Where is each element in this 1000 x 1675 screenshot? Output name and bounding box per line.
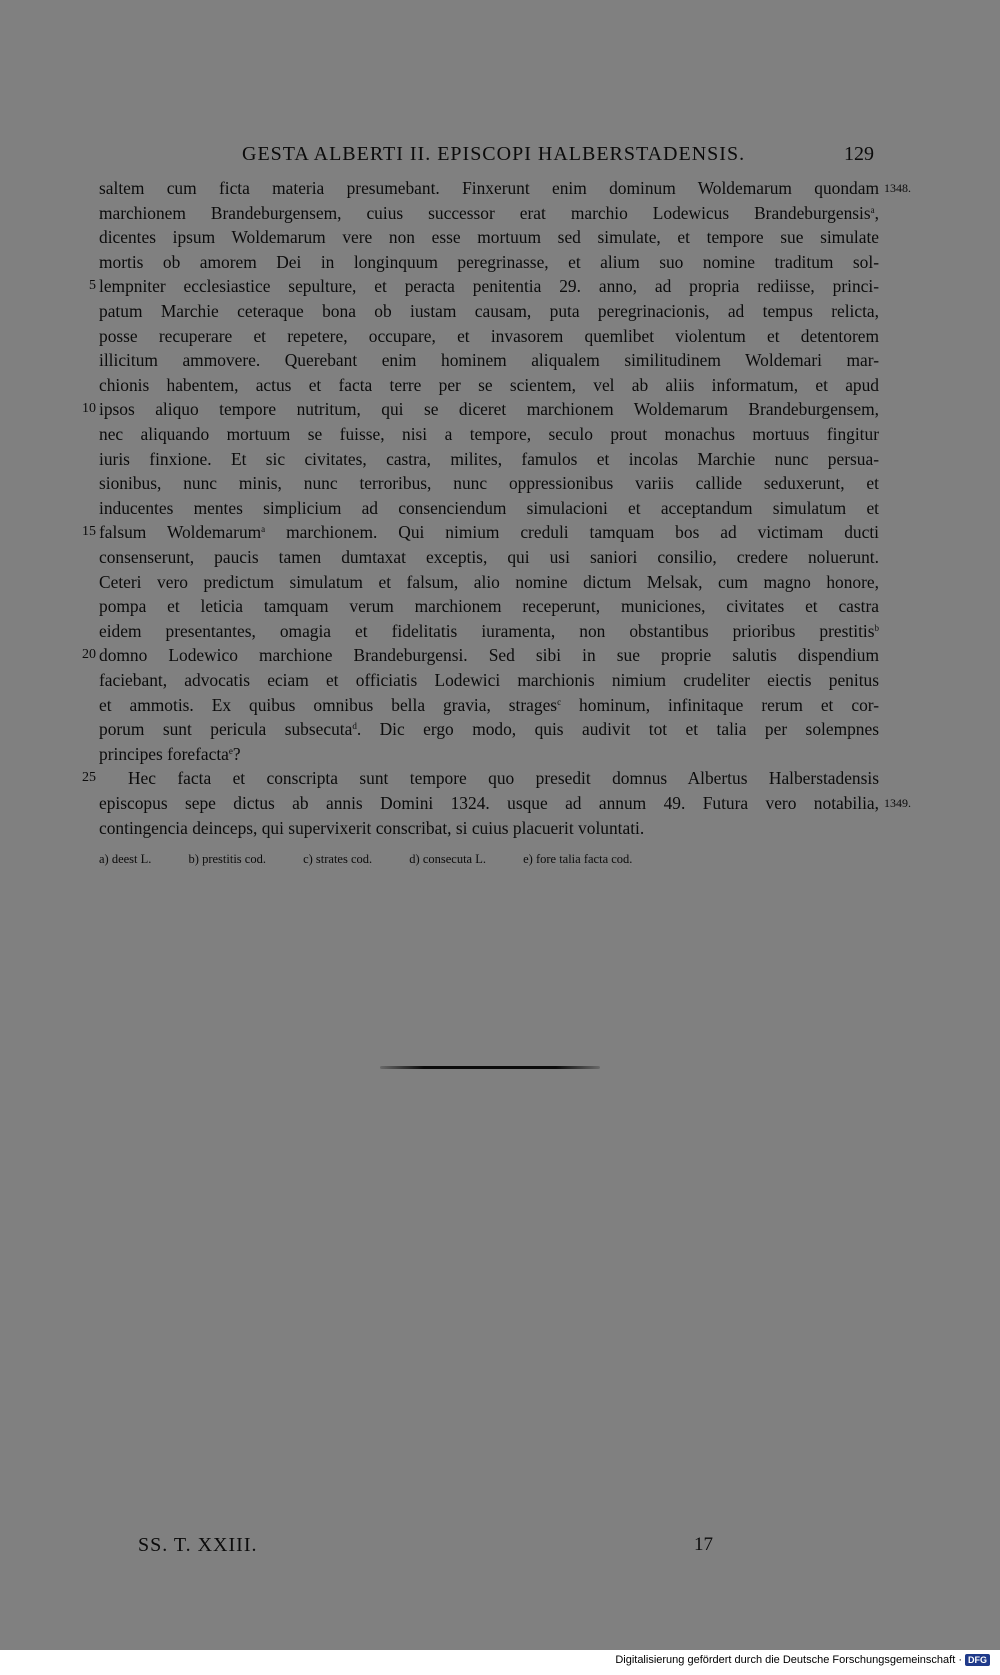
footnote-marker: a — [870, 204, 875, 215]
text-line-content: marchionem Brandeburgensem, cuius successor erat marchio Lodewicus Brandeburgensis — [99, 202, 871, 223]
text-line-content: faciebant, advocatis eciam et officiatis Lodewici marchionis nimium crudeliter eiectis penitus — [99, 670, 879, 690]
line-number: 10 — [82, 401, 96, 417]
text-line-content: illicitum ammovere. Querebant enim hominem aliqualem similitudinem Woldemari mar- — [99, 350, 879, 371]
footnote-marker: c — [557, 696, 562, 707]
text-line-content: porum sunt pericula subsecuta — [99, 719, 353, 740]
text-line-content: domno Lodewico marchione Brandeburgensi. Sed sibi in sue proprie salutis dispendium — [99, 645, 879, 666]
text-line — [99, 693, 879, 717]
text-line-content: principes forefacta — [99, 743, 229, 764]
footnote-a: a) deest L. — [99, 852, 152, 866]
credit-text: Digitalisierung gefördert durch die Deutsche Forschungsgemeinschaft · — [615, 1654, 962, 1666]
text-line-content: lempniter ecclesiastice sepulture, et peracta penitentia 29. anno, ad propria rediisse, princi- — [99, 276, 879, 297]
text-line-content: patum Marchie ceteraque bona ob iustam causam, puta peregrinacionis, ad tempus relicta, — [99, 301, 879, 321]
end-rule — [380, 1066, 600, 1069]
text-line — [99, 373, 879, 397]
text-line — [99, 201, 879, 225]
text-line-content: falsum Woldemarum — [99, 522, 262, 543]
dfg-logo: DFG — [965, 1654, 990, 1666]
footnote-marker: b — [874, 622, 879, 633]
text-line-content: eidem presentantes, omagia et fidelitatis iuramenta, non obstantibus prioribus prestitis — [99, 620, 875, 641]
text-line — [99, 717, 879, 741]
text-line — [99, 471, 879, 495]
footnote-marker: d — [352, 721, 357, 732]
text-line — [99, 619, 879, 643]
text-line — [99, 742, 879, 766]
text-line — [99, 668, 879, 692]
text-line-tail: marchionem. Qui nimium creduli tamquam bos ad victimam ducti — [265, 522, 879, 543]
text-line-content: chionis habentem, actus et facta terre per se scientem, vel ab aliis informatum, et apud — [99, 374, 879, 395]
text-line — [128, 766, 879, 790]
text-line-content: nec aliquando mortuum se fuisse, nisi a tempore, seculo prout monachus mortuus fingitur — [99, 424, 879, 444]
digitization-credit — [615, 1654, 990, 1666]
margin-year: 1348. — [884, 181, 911, 195]
text-line — [99, 397, 879, 421]
line-number: 5 — [89, 278, 96, 294]
text-line — [99, 520, 879, 544]
text-line — [99, 570, 879, 594]
text-line — [99, 791, 879, 815]
text-line-content: Ceteri vero predictum simulatum et falsum, alio nomine dictum Melsak, cum magno honore, — [99, 571, 879, 592]
text-line-content: pompa et leticia tamquam verum marchionem receperunt, municiones, civitates et castra — [99, 596, 879, 617]
text-line — [99, 643, 879, 667]
text-line — [99, 225, 879, 249]
line-number: 20 — [82, 647, 96, 663]
text-line-tail: . Dic ergo modo, quis audivit tot et talia per solempnes — [356, 719, 879, 740]
footnote-marker: e — [228, 745, 233, 756]
text-line-content: dicentes ipsum Woldemarum vere non esse mortuum sed simulate, et tempore sue simulate — [99, 227, 879, 248]
text-line — [99, 594, 879, 618]
footnote-marker: a — [261, 524, 266, 535]
text-line-tail: hominum, infinitaque rerum et cor- — [561, 694, 879, 715]
line-number: 25 — [82, 770, 96, 786]
text-line — [99, 545, 879, 569]
signature-mark: SS. T. XXIII. — [138, 1534, 258, 1556]
footnotes — [99, 852, 666, 867]
text-line-content: posse recuperare et repetere, occupare, et invasorem quemlibet violentum et detentorem — [99, 325, 879, 346]
footnote-d: d) consecuta L. — [409, 852, 486, 866]
text-line-content: ipsos aliquo tempore nutritum, qui se diceret marchionem Woldemarum Brandeburgensem, — [99, 399, 879, 420]
text-line-tail: ? — [232, 743, 241, 764]
text-line — [99, 447, 879, 471]
text-line — [99, 176, 879, 200]
line-number: 15 — [82, 524, 96, 540]
text-line — [99, 250, 879, 274]
footnote-c: c) strates cod. — [303, 852, 373, 866]
text-line — [99, 274, 879, 298]
text-line — [99, 422, 879, 446]
text-line-content: episcopus sepe dictus ab annis Domini 1324. usque ad annum 49. Futura vero notabilia, — [99, 793, 879, 813]
page-number: 129 — [844, 143, 874, 165]
text-line-content: iuris finxione. Et sic civitates, castra, milites, famulos et incolas Marchie nunc persua- — [99, 448, 879, 469]
footnote-b: b) prestitis cod. — [188, 852, 266, 866]
text-line-content: saltem cum ficta materia presumebant. Finxerunt enim dominum Woldemarum quondam — [99, 178, 879, 198]
text-line-content: Hec facta et conscripta sunt tempore quo presedit domnus Albertus Halberstadensis — [128, 768, 879, 789]
text-line-content: contingencia deinceps, qui supervixerit conscribat, si cuius placuerit voluntati. — [99, 817, 645, 838]
text-line-content: et ammotis. Ex quibus omnibus bella gravia, strages — [99, 694, 558, 715]
text-line-content: sionibus, nunc minis, nunc terroribus, nunc oppressionibus variis callide seduxerunt, et — [99, 473, 879, 494]
text-line — [99, 348, 879, 372]
text-line-content: mortis ob amorem Dei in longinquum peregrinasse, et alium suo nomine traditum sol- — [99, 251, 879, 272]
sheet-number: 17 — [694, 1534, 713, 1555]
text-line-content: consenserunt, paucis tamen dumtaxat exceptis, qui usi saniori consilio, credere noluerunt. — [99, 547, 879, 567]
footnote-e: e) fore talia facta cod. — [523, 852, 633, 866]
text-line — [99, 299, 879, 323]
text-line-content: inducentes mentes simplicium ad consenciendum simulacioni et acceptandum simulatum et — [99, 497, 879, 518]
running-header: GESTA ALBERTI II. EPISCOPI HALBERSTADENSIS. — [242, 143, 746, 165]
text-line-tail: , — [874, 202, 879, 223]
text-line — [99, 816, 879, 840]
text-line — [99, 324, 879, 348]
margin-year: 1349. — [884, 796, 911, 810]
text-line — [99, 496, 879, 520]
